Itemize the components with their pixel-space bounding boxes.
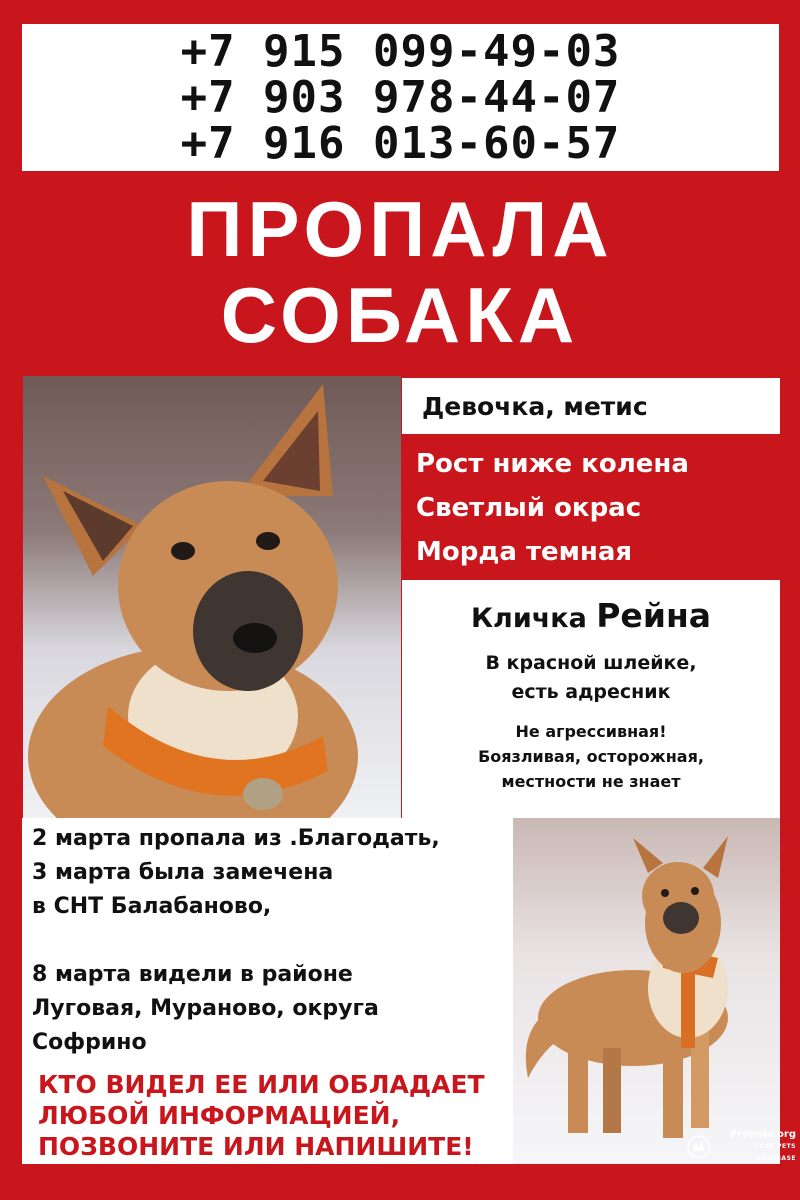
- name-label: Кличка: [470, 603, 587, 634]
- appeal-line: ПОЗВОНИТЕ ИЛИ НАПИШИТЕ!: [38, 1132, 474, 1161]
- dog-name: Рейна: [596, 596, 712, 635]
- temper-line: Не агрессивная!: [515, 722, 667, 741]
- feature-item: Рост ниже колена: [416, 449, 689, 479]
- dog-name-line: [402, 596, 780, 635]
- harness-line: В красной шлейке,: [485, 652, 697, 674]
- temper-line: местности не знает: [501, 772, 681, 791]
- title-line-1: ПРОПАЛА: [186, 185, 614, 273]
- sex-breed-text: Девочка, метис: [422, 391, 648, 421]
- call-to-action: [22, 1063, 513, 1164]
- watermark-subtitle: LOST PETS DATABASE: [755, 1143, 796, 1162]
- phone-numbers-block: [22, 24, 779, 171]
- poster-title: [0, 186, 800, 358]
- dog-cat-logo-icon: [686, 1135, 711, 1159]
- phone-number-2[interactable]: +7 903 978-44-07: [180, 71, 621, 123]
- story-line: 2 марта пропала из .Благодать,: [32, 826, 440, 851]
- dog-details-box: [402, 580, 780, 820]
- temper-line: Боязливая, осторожная,: [478, 747, 704, 766]
- phone-number-1[interactable]: +7 915 099-49-03: [180, 25, 621, 77]
- sighting-story: [22, 818, 513, 1063]
- feature-item: Светлый окрас: [416, 493, 642, 523]
- harness-info: [402, 649, 780, 707]
- story-line: Софрино: [32, 1030, 147, 1055]
- story-line: в СНТ Балабаново,: [32, 894, 272, 919]
- features-list: [402, 434, 800, 580]
- dog-standing-photo: [513, 818, 780, 1164]
- phone-number-3[interactable]: +7 916 013-60-57: [180, 117, 621, 169]
- dog-portrait-photo: [23, 376, 401, 819]
- title-line-2: СОБАКА: [220, 271, 580, 359]
- story-line: 8 марта видели в районе: [32, 962, 353, 987]
- watermark: [686, 1129, 796, 1162]
- story-line: Луговая, Мураново, округа: [32, 996, 379, 1021]
- appeal-line: КТО ВИДЕЛ ЕЕ ИЛИ ОБЛАДАЕТ: [38, 1070, 485, 1099]
- harness-line: есть адресник: [511, 681, 671, 703]
- appeal-line: ЛЮБОЙ ИНФОРМАЦИЕЙ,: [38, 1101, 401, 1130]
- story-line: 3 марта была замечена: [32, 860, 334, 885]
- watermark-site[interactable]: Propala.org: [730, 1129, 796, 1140]
- temperament-info: [402, 719, 780, 794]
- feature-item: Морда темная: [416, 537, 633, 567]
- sex-breed-box: [402, 378, 780, 434]
